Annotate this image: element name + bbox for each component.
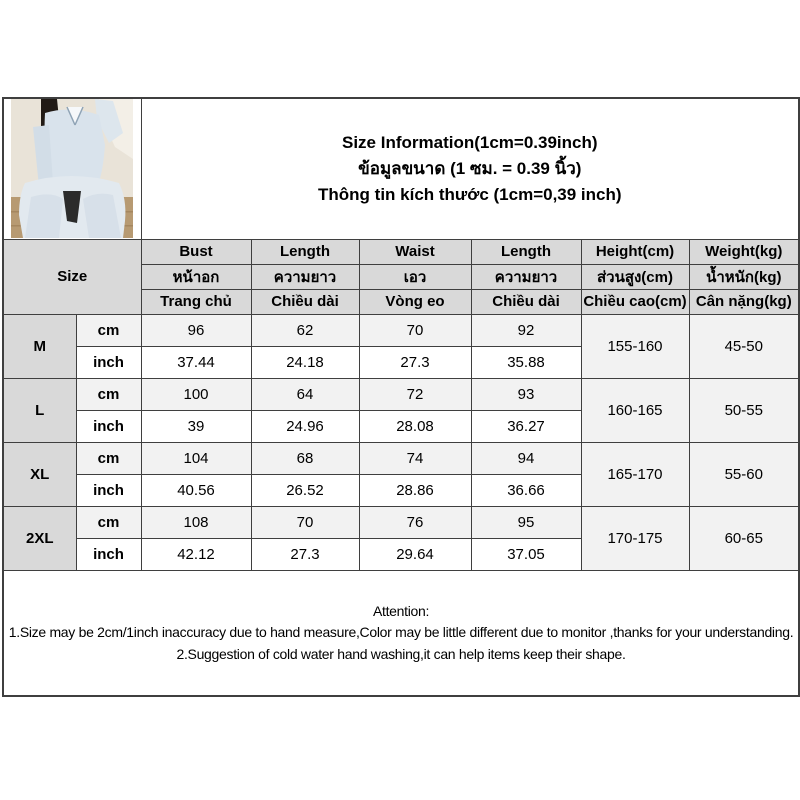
col-header-waist-vi: Vòng eo xyxy=(359,289,471,314)
cell-l-length-inch: 24.96 xyxy=(251,410,359,442)
cell-m-waist-inch: 27.3 xyxy=(359,346,471,378)
col-header-weight-th: น้ำหนัก(kg) xyxy=(689,264,799,289)
col-header-length2-vi: Chiều dài xyxy=(471,289,581,314)
col-header-length2-en: Length xyxy=(471,239,581,264)
cell-xl-bust-cm: 104 xyxy=(141,442,251,474)
cell-2xl-length2-inch: 37.05 xyxy=(471,538,581,570)
cell-m-length2-inch: 35.88 xyxy=(471,346,581,378)
cell-xl-length-inch: 26.52 xyxy=(251,474,359,506)
attention-note-2: 2.Suggestion of cold water hand washing,it can help items keep their shape. xyxy=(176,645,626,662)
product-photo xyxy=(3,98,141,239)
col-header-height-en: Height(cm) xyxy=(581,239,689,264)
col-header-length-en: Length xyxy=(251,239,359,264)
cell-2xl-weight: 60-65 xyxy=(689,506,799,570)
cell-m-bust-inch: 37.44 xyxy=(141,346,251,378)
unit-label-inch: inch xyxy=(76,538,141,570)
col-header-length2-th: ความยาว xyxy=(471,264,581,289)
size-label-m: M xyxy=(3,314,76,378)
cell-m-length2-cm: 92 xyxy=(471,314,581,346)
cell-2xl-waist-inch: 29.64 xyxy=(359,538,471,570)
col-header-length-th: ความยาว xyxy=(251,264,359,289)
cell-xl-weight: 55-60 xyxy=(689,442,799,506)
unit-label-inch: inch xyxy=(76,410,141,442)
cell-xl-length2-cm: 94 xyxy=(471,442,581,474)
cell-m-bust-cm: 96 xyxy=(141,314,251,346)
cell-xl-bust-inch: 40.56 xyxy=(141,474,251,506)
attention-note-1: 1.Size may be 2cm/1inch inaccuracy due to hand measure,Color may be little different due to monitor ,thanks for your understanding. xyxy=(8,624,794,640)
col-header-height-vi: Chiều cao(cm) xyxy=(581,289,689,314)
size-info-title xyxy=(141,98,799,239)
product-photo-illustration xyxy=(11,99,133,238)
size-column-header: Size xyxy=(3,239,141,314)
cell-l-height: 160-165 xyxy=(581,378,689,442)
unit-label-cm: cm xyxy=(76,442,141,474)
col-header-length-vi: Chiều dài xyxy=(251,289,359,314)
cell-l-weight: 50-55 xyxy=(689,378,799,442)
unit-label-inch: inch xyxy=(76,474,141,506)
size-label-2xl: 2XL xyxy=(3,506,76,570)
cell-l-waist-cm: 72 xyxy=(359,378,471,410)
cell-xl-waist-inch: 28.86 xyxy=(359,474,471,506)
cell-2xl-waist-cm: 76 xyxy=(359,506,471,538)
cell-m-weight: 45-50 xyxy=(689,314,799,378)
attention-heading: Attention: xyxy=(372,602,430,619)
title-line-vietnamese: Thông tin kích thước (1cm=0,39 inch) xyxy=(318,184,622,204)
cell-xl-length-cm: 68 xyxy=(251,442,359,474)
attention-notes xyxy=(3,570,799,696)
cell-xl-height: 165-170 xyxy=(581,442,689,506)
cell-l-waist-inch: 28.08 xyxy=(359,410,471,442)
col-header-waist-en: Waist xyxy=(359,239,471,264)
title-line-english: Size Information(1cm=0.39inch) xyxy=(342,132,598,152)
cell-xl-length2-inch: 36.66 xyxy=(471,474,581,506)
title-line-thai: ข้อมูลขนาด (1 ซม. = 0.39 นิ้ว) xyxy=(358,158,582,178)
cell-l-length2-cm: 93 xyxy=(471,378,581,410)
col-header-waist-th: เอว xyxy=(359,264,471,289)
cell-m-length-inch: 24.18 xyxy=(251,346,359,378)
cell-2xl-height: 170-175 xyxy=(581,506,689,570)
cell-l-bust-inch: 39 xyxy=(141,410,251,442)
size-label-xl: XL xyxy=(3,442,76,506)
cell-m-length-cm: 62 xyxy=(251,314,359,346)
cell-xl-waist-cm: 74 xyxy=(359,442,471,474)
unit-label-cm: cm xyxy=(76,314,141,346)
cell-l-length2-inch: 36.27 xyxy=(471,410,581,442)
size-label-l: L xyxy=(3,378,76,442)
col-header-weight-vi: Cân nặng(kg) xyxy=(689,289,799,314)
col-header-weight-en: Weight(kg) xyxy=(689,239,799,264)
cell-l-length-cm: 64 xyxy=(251,378,359,410)
unit-label-cm: cm xyxy=(76,378,141,410)
cell-2xl-bust-cm: 108 xyxy=(141,506,251,538)
cell-2xl-length-inch: 27.3 xyxy=(251,538,359,570)
cell-m-waist-cm: 70 xyxy=(359,314,471,346)
unit-label-cm: cm xyxy=(76,506,141,538)
cell-l-bust-cm: 100 xyxy=(141,378,251,410)
col-header-bust-vi: Trang chủ xyxy=(141,289,251,314)
cell-2xl-bust-inch: 42.12 xyxy=(141,538,251,570)
cell-2xl-length2-cm: 95 xyxy=(471,506,581,538)
unit-label-inch: inch xyxy=(76,346,141,378)
cell-2xl-length-cm: 70 xyxy=(251,506,359,538)
size-chart-table xyxy=(2,97,800,697)
cell-m-height: 155-160 xyxy=(581,314,689,378)
col-header-bust-th: หน้าอก xyxy=(141,264,251,289)
col-header-height-th: ส่วนสูง(cm) xyxy=(581,264,689,289)
col-header-bust-en: Bust xyxy=(141,239,251,264)
size-chart-sheet xyxy=(2,97,799,697)
